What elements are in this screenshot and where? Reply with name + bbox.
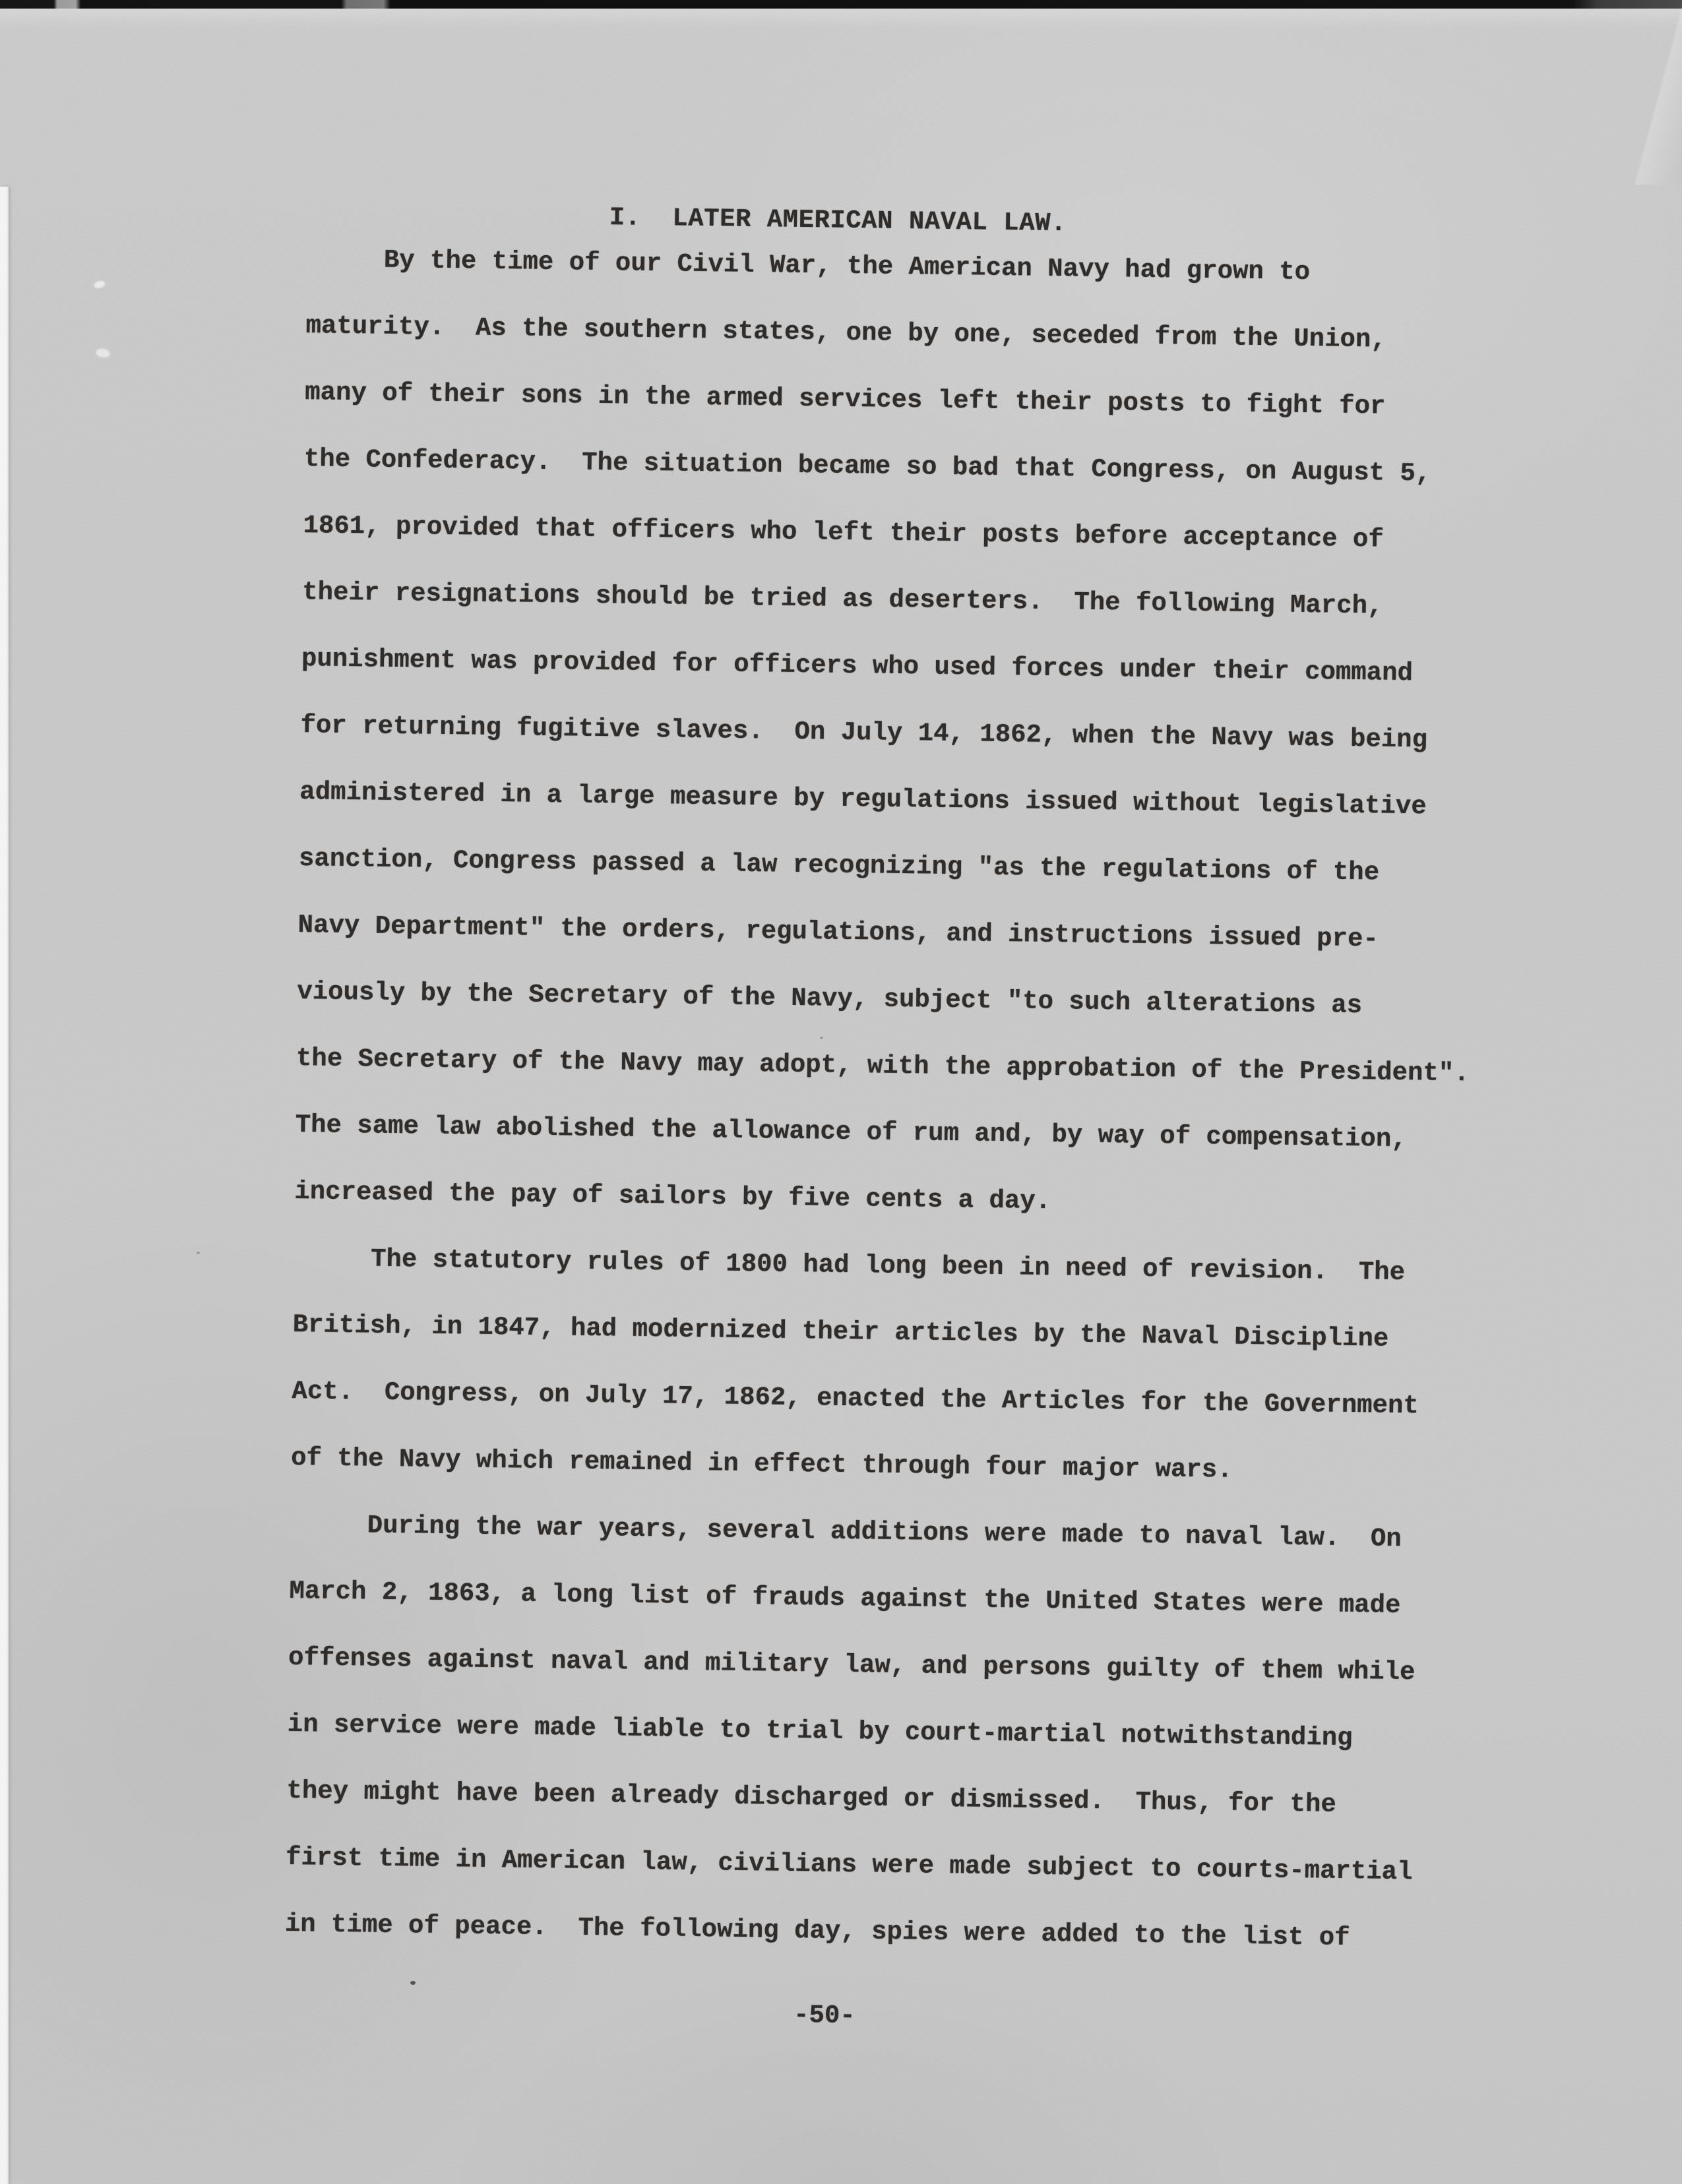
typewritten-line: for returning fugitive slaves. On July 14, 1862, when the Navy was being — [300, 711, 1428, 755]
typewritten-line: the Secretary of the Navy may adopt, with the approbation of the President". — [296, 1044, 1470, 1089]
typewritten-line: Navy Department" the orders, regulations, and instructions issued pre- — [297, 911, 1379, 954]
typewritten-line: During the war years, several additions were made to naval law. On — [290, 1509, 1402, 1554]
typewritten-line: March 2, 1863, a long list of frauds against the United States were made — [289, 1576, 1401, 1621]
typewritten-line: first time in American law, civilians were made subject to courts-martial — [285, 1842, 1413, 1887]
typewritten-line: Act. Congress, on July 17, 1862, enacted the Articles for the Government — [292, 1376, 1419, 1421]
typewritten-line: in service were made liable to trial by court-martial notwithstanding — [287, 1709, 1353, 1753]
typewritten-line: The statutory rules of 1800 had long been in need of revision. The — [293, 1243, 1406, 1288]
typewritten-line: offenses against naval and military law, and persons guilty of them while — [288, 1643, 1416, 1687]
typewritten-line: The same law abolished the allowance of rum and, by way of compensation, — [295, 1110, 1407, 1155]
typewritten-line: 1861, provided that officers who left their posts before acceptance of — [303, 511, 1385, 555]
typewritten-line: viously by the Secretary of the Navy, subject "to such alterations as — [297, 977, 1363, 1021]
body-text — [284, 226, 1534, 1974]
typewritten-line: increased the pay of sailors by five cents a day. — [294, 1176, 1051, 1217]
typewritten-line: the Confederacy. The situation became so bad that Congress, on August 5, — [303, 444, 1431, 489]
typewritten-line: in time of peace. The following day, spies were added to the list of — [284, 1909, 1350, 1953]
typewritten-line: of the Navy which remained in effect through four major wars. — [290, 1443, 1233, 1485]
typewritten-line: maturity. As the southern states, one by one, seceded from the Union, — [305, 311, 1387, 355]
page-number: -50- — [793, 2001, 856, 2031]
typewritten-line: many of their sons in the armed services left their posts to fight for — [304, 378, 1386, 421]
typewritten-line: British, in 1847, had modernized their articles by the Naval Discipline — [292, 1310, 1389, 1354]
typewritten-line: administered in a large measure by regulations issued without legislative — [299, 777, 1427, 822]
ink-dot — [197, 1252, 200, 1254]
typewritten-line: their resignations should be tried as deserters. The following March, — [301, 578, 1383, 621]
page-title: I. LATER AMERICAN NAVAL LAW. — [609, 203, 1067, 239]
typewritten-line: punishment was provided for officers who used forces under their command — [301, 644, 1414, 688]
typewritten-line: they might have been already discharged or dismissed. Thus, for the — [286, 1776, 1337, 1819]
typewritten-line: By the time of our Civil War, the American Navy had grown to — [306, 245, 1311, 288]
ink-dot — [820, 1037, 823, 1039]
ink-dot — [410, 1981, 416, 1985]
typewritten-line: sanction, Congress passed a law recognizing "as the regulations of the — [298, 844, 1380, 888]
